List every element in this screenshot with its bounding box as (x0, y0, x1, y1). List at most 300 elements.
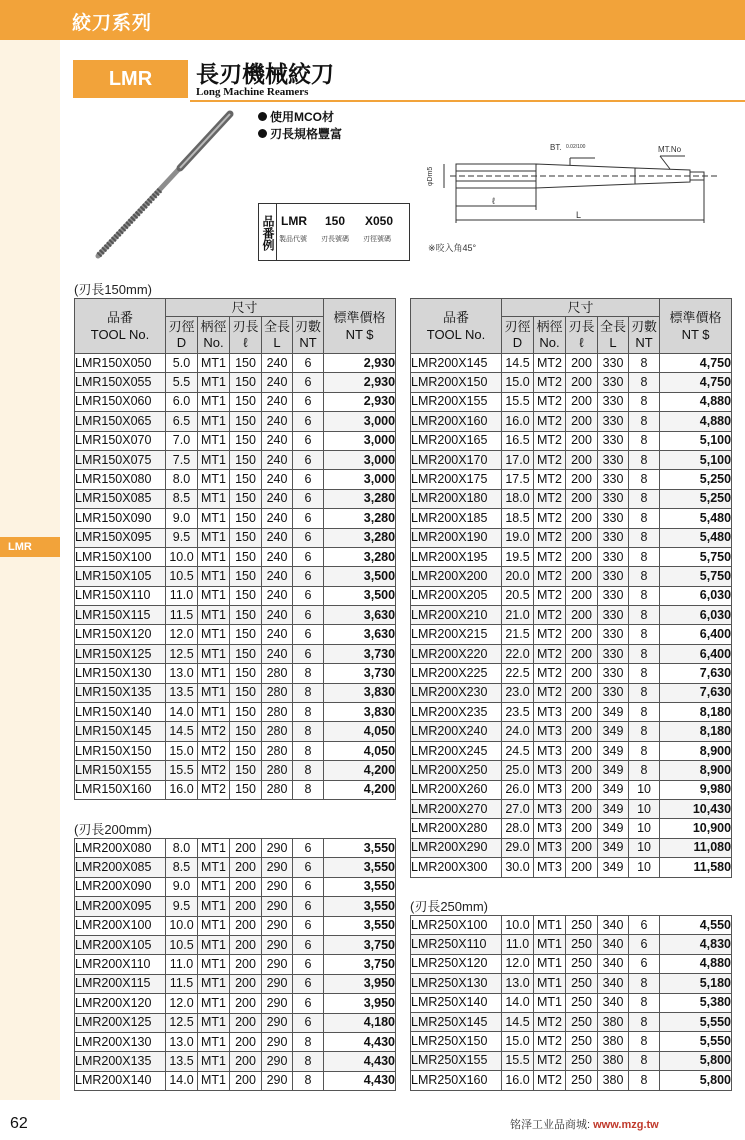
header-dia: 刃徑 D (166, 317, 198, 354)
tool-no-cell: LMR250X155 (411, 1051, 502, 1070)
flute-length-cell: 200 (566, 528, 598, 547)
flutes-cell: 8 (293, 1071, 324, 1090)
tool-no-cell: LMR150X100 (75, 547, 166, 566)
price-cell: 5,800 (660, 1051, 732, 1070)
diameter-cell: 29.0 (502, 838, 534, 857)
flutes-cell: 6 (293, 431, 324, 450)
flutes-cell: 8 (629, 644, 660, 663)
overall-length-cell: 380 (598, 1071, 629, 1090)
flute-length-cell: 200 (566, 354, 598, 373)
overall-length-cell: 290 (262, 1032, 293, 1051)
overall-length-cell: 330 (598, 606, 629, 625)
table-row (75, 547, 396, 566)
flute-length-cell: 200 (566, 703, 598, 722)
diameter-cell: 24.0 (502, 722, 534, 741)
example-caption-1: 製品代號 (279, 236, 307, 243)
flute-length-cell: 200 (566, 664, 598, 683)
flute-length-cell: 200 (230, 916, 262, 935)
flutes-cell: 8 (629, 1071, 660, 1090)
tool-no-cell: LMR150X125 (75, 644, 166, 663)
tool-no-cell: LMR200X250 (411, 761, 502, 780)
diameter-cell: 12.0 (502, 954, 534, 973)
shank-cell: MT2 (534, 1071, 566, 1090)
table-row (411, 644, 732, 663)
overall-length-label: L (576, 210, 582, 220)
table-row (411, 586, 732, 605)
reamer-dimension-drawing (420, 138, 730, 238)
table-row (411, 606, 732, 625)
price-cell: 6,400 (660, 625, 732, 644)
flute-length-cell: 150 (230, 509, 262, 528)
tool-no-cell: LMR200X145 (411, 354, 502, 373)
flutes-cell: 6 (629, 954, 660, 973)
flute-length-cell: 200 (566, 625, 598, 644)
overall-length-cell: 240 (262, 431, 293, 450)
table-row (411, 664, 732, 683)
diameter-cell: 7.5 (166, 450, 198, 469)
overall-length-cell: 240 (262, 392, 293, 411)
tool-no-cell: LMR200X240 (411, 722, 502, 741)
example-code-2: 150 (325, 214, 346, 228)
side-index-tab[interactable]: LMR (0, 537, 60, 557)
shank-cell: MT1 (198, 392, 230, 411)
price-cell: 4,830 (660, 935, 732, 954)
mt-label: MT.No (658, 145, 682, 154)
overall-length-cell: 349 (598, 858, 629, 877)
flutes-cell: 8 (629, 431, 660, 450)
table-row (75, 1052, 396, 1071)
overall-length-cell: 330 (598, 412, 629, 431)
price-cell: 10,430 (660, 799, 732, 818)
header-overall-length: 全長 L (598, 317, 629, 354)
overall-length-cell: 240 (262, 412, 293, 431)
price-cell: 5,550 (660, 1012, 732, 1031)
price-cell: 5,550 (660, 1032, 732, 1051)
tool-no-cell: LMR150X050 (75, 354, 166, 373)
price-cell: 4,550 (660, 916, 732, 935)
table-row (411, 761, 732, 780)
tool-no-cell: LMR200X150 (411, 373, 502, 392)
product-title-zh: 長刃機械絞刀 (196, 62, 334, 88)
flutes-cell: 10 (629, 780, 660, 799)
overall-length-cell: 240 (262, 644, 293, 663)
diameter-cell: 5.0 (166, 354, 198, 373)
flutes-cell: 8 (629, 683, 660, 702)
spec-table-150 (74, 298, 396, 800)
table-row (75, 858, 396, 877)
flutes-cell: 8 (629, 373, 660, 392)
table-row (75, 916, 396, 935)
chamfer-note: ※咬入角45° (428, 243, 477, 253)
table-row (411, 567, 732, 586)
shank-cell: MT2 (198, 780, 230, 799)
overall-length-cell: 380 (598, 1032, 629, 1051)
price-cell: 3,830 (324, 703, 396, 722)
table-row (75, 761, 396, 780)
table-row (411, 509, 732, 528)
tool-no-cell: LMR200X120 (75, 994, 166, 1013)
shank-cell: MT2 (198, 741, 230, 760)
flute-length-cell: 250 (566, 916, 598, 935)
price-cell: 5,250 (660, 489, 732, 508)
table-row (75, 392, 396, 411)
flute-length-cell: 250 (566, 1032, 598, 1051)
tool-no-cell: LMR200X225 (411, 664, 502, 683)
shank-cell: MT1 (198, 470, 230, 489)
overall-length-cell: 330 (598, 528, 629, 547)
flute-length-cell: 200 (566, 838, 598, 857)
shank-cell: MT3 (534, 741, 566, 760)
example-label: 品番例 (259, 204, 277, 260)
price-cell: 3,750 (324, 955, 396, 974)
flutes-cell: 8 (629, 993, 660, 1012)
tool-no-cell: LMR200X230 (411, 683, 502, 702)
header-flutes: 刃數 NT (293, 317, 324, 354)
price-cell: 4,050 (324, 741, 396, 760)
flutes-cell: 8 (293, 761, 324, 780)
price-cell: 5,250 (660, 470, 732, 489)
tool-no-cell: LMR200X290 (411, 838, 502, 857)
shank-cell: MT2 (534, 489, 566, 508)
shank-cell: MT2 (534, 567, 566, 586)
diameter-cell: 10.5 (166, 935, 198, 954)
diameter-cell: 9.0 (166, 509, 198, 528)
flutes-cell: 6 (293, 489, 324, 508)
flute-length-cell: 200 (230, 839, 262, 858)
flutes-cell: 8 (293, 664, 324, 683)
flute-length-cell: 200 (566, 858, 598, 877)
overall-length-cell: 330 (598, 450, 629, 469)
tool-no-cell: LMR200X155 (411, 392, 502, 411)
overall-length-cell: 280 (262, 780, 293, 799)
overall-length-cell: 349 (598, 761, 629, 780)
table-row (75, 703, 396, 722)
feature-2: 刃長規格豐富 (258, 125, 342, 142)
shank-cell: MT1 (198, 897, 230, 916)
diameter-cell: 15.5 (166, 761, 198, 780)
flutes-cell: 6 (293, 974, 324, 993)
flutes-cell: 8 (293, 1032, 324, 1051)
table-row (75, 470, 396, 489)
tool-no-cell: LMR200X175 (411, 470, 502, 489)
category-header-bar (0, 0, 745, 40)
shank-cell: MT1 (198, 354, 230, 373)
flute-length-cell: 150 (230, 354, 262, 373)
tool-no-cell: LMR250X110 (411, 935, 502, 954)
overall-length-cell: 290 (262, 994, 293, 1013)
diameter-cell: 22.5 (502, 664, 534, 683)
overall-length-cell: 340 (598, 935, 629, 954)
shank-cell: MT3 (534, 858, 566, 877)
header-shank: 柄徑 No. (534, 317, 566, 354)
table-row (411, 431, 732, 450)
overall-length-cell: 330 (598, 567, 629, 586)
example-caption-2: 刃長號碼 (321, 236, 349, 243)
diameter-cell: 27.0 (502, 799, 534, 818)
tool-no-cell: LMR150X140 (75, 703, 166, 722)
price-cell: 3,830 (324, 683, 396, 702)
price-cell: 5,480 (660, 528, 732, 547)
flutes-cell: 8 (629, 1032, 660, 1051)
shank-cell: MT3 (534, 761, 566, 780)
table-row (75, 955, 396, 974)
flute-length-cell: 200 (566, 761, 598, 780)
shank-cell: MT2 (534, 509, 566, 528)
flutes-cell: 8 (629, 450, 660, 469)
price-cell: 3,950 (324, 994, 396, 1013)
flute-length-cell: 150 (230, 489, 262, 508)
price-cell: 2,930 (324, 354, 396, 373)
table-row (411, 741, 732, 760)
flutes-cell: 6 (293, 373, 324, 392)
flutes-cell: 6 (629, 935, 660, 954)
flutes-cell: 6 (293, 994, 324, 1013)
price-cell: 3,280 (324, 489, 396, 508)
table-row (411, 1071, 732, 1090)
flutes-cell: 6 (293, 877, 324, 896)
table-row (411, 489, 732, 508)
price-cell: 6,030 (660, 586, 732, 605)
diameter-cell: 13.5 (166, 683, 198, 702)
flutes-cell: 8 (293, 780, 324, 799)
header-flute-length: 刃長 ℓ (566, 317, 598, 354)
table-row (75, 528, 396, 547)
shank-cell: MT3 (534, 703, 566, 722)
shank-cell: MT3 (534, 819, 566, 838)
overall-length-cell: 240 (262, 509, 293, 528)
tool-no-cell: LMR200X245 (411, 741, 502, 760)
diameter-cell: 10.0 (166, 547, 198, 566)
overall-length-cell: 380 (598, 1051, 629, 1070)
price-cell: 5,180 (660, 974, 732, 993)
flutes-cell: 8 (629, 1051, 660, 1070)
left-margin-strip (0, 40, 60, 1100)
tool-no-cell: LMR200X125 (75, 1013, 166, 1032)
shank-cell: MT1 (534, 935, 566, 954)
diameter-cell: 13.5 (166, 1052, 198, 1071)
price-cell: 7,630 (660, 664, 732, 683)
flutes-cell: 6 (293, 897, 324, 916)
flute-length-cell: 200 (566, 799, 598, 818)
shank-cell: MT2 (534, 392, 566, 411)
header-overall-length: 全長 L (262, 317, 293, 354)
diameter-cell: 10.0 (502, 916, 534, 935)
diameter-cell: 12.5 (166, 1013, 198, 1032)
overall-length-cell: 290 (262, 897, 293, 916)
flute-length-cell: 250 (566, 954, 598, 973)
price-cell: 3,550 (324, 839, 396, 858)
flute-length-cell: 200 (566, 567, 598, 586)
flutes-cell: 8 (629, 664, 660, 683)
shank-cell: MT2 (534, 1051, 566, 1070)
flute-length-cell: 250 (566, 935, 598, 954)
price-cell: 3,000 (324, 412, 396, 431)
overall-length-cell: 240 (262, 489, 293, 508)
shank-cell: MT1 (198, 431, 230, 450)
flute-length-cell: 200 (566, 509, 598, 528)
price-cell: 3,000 (324, 431, 396, 450)
price-cell: 10,900 (660, 819, 732, 838)
shank-cell: MT3 (534, 722, 566, 741)
tool-no-cell: LMR150X080 (75, 470, 166, 489)
overall-length-cell: 349 (598, 780, 629, 799)
table-row (411, 450, 732, 469)
flutes-cell: 6 (293, 586, 324, 605)
price-cell: 6,030 (660, 606, 732, 625)
flutes-cell: 6 (293, 354, 324, 373)
flutes-cell: 8 (629, 606, 660, 625)
section-label-200: (刃長200mm) (74, 822, 153, 837)
shank-cell: MT1 (198, 644, 230, 663)
tool-no-cell: LMR200X160 (411, 412, 502, 431)
flutes-cell: 6 (293, 858, 324, 877)
diameter-cell: 20.0 (502, 567, 534, 586)
overall-length-cell: 330 (598, 470, 629, 489)
reamer-photo (90, 110, 240, 260)
price-cell: 3,730 (324, 644, 396, 663)
overall-length-cell: 240 (262, 470, 293, 489)
price-cell: 3,750 (324, 935, 396, 954)
shank-cell: MT2 (534, 373, 566, 392)
overall-length-cell: 240 (262, 567, 293, 586)
flute-length-cell: 200 (566, 819, 598, 838)
overall-length-cell: 280 (262, 761, 293, 780)
section-label-250: (刃長250mm) (410, 899, 489, 914)
dia-label: φDm5 (427, 166, 434, 186)
tool-no-cell: LMR200X135 (75, 1052, 166, 1071)
table-row (75, 644, 396, 663)
price-cell: 3,950 (324, 974, 396, 993)
shank-cell: MT1 (198, 489, 230, 508)
flute-length-label: ℓ (492, 196, 495, 206)
tool-no-cell: LMR200X185 (411, 509, 502, 528)
overall-length-cell: 330 (598, 547, 629, 566)
diameter-cell: 15.0 (502, 1032, 534, 1051)
flute-length-cell: 150 (230, 373, 262, 392)
flute-length-cell: 250 (566, 974, 598, 993)
diameter-cell: 9.5 (166, 528, 198, 547)
diameter-cell: 9.5 (166, 897, 198, 916)
flute-length-cell: 250 (566, 1012, 598, 1031)
table-row (411, 858, 732, 877)
shank-cell: MT1 (198, 955, 230, 974)
shank-cell: MT1 (198, 373, 230, 392)
table-row (75, 994, 396, 1013)
flute-length-cell: 150 (230, 392, 262, 411)
flutes-cell: 8 (629, 354, 660, 373)
diameter-cell: 15.0 (166, 741, 198, 760)
tool-no-cell: LMR150X160 (75, 780, 166, 799)
table-row (75, 431, 396, 450)
flute-length-cell: 200 (566, 392, 598, 411)
table-row (75, 877, 396, 896)
table-row (75, 722, 396, 741)
overall-length-cell: 330 (598, 664, 629, 683)
overall-length-cell: 349 (598, 819, 629, 838)
table-row (75, 586, 396, 605)
table-row (75, 1013, 396, 1032)
shank-cell: MT1 (198, 586, 230, 605)
diameter-cell: 11.0 (502, 935, 534, 954)
flute-length-cell: 150 (230, 683, 262, 702)
diameter-cell: 28.0 (502, 819, 534, 838)
shank-cell: MT1 (534, 954, 566, 973)
table-row (75, 897, 396, 916)
diameter-cell: 10.5 (166, 567, 198, 586)
price-cell: 3,280 (324, 528, 396, 547)
table-row (411, 625, 732, 644)
flute-length-cell: 150 (230, 450, 262, 469)
part-number-example (258, 203, 410, 261)
flute-length-cell: 200 (230, 974, 262, 993)
price-cell: 4,750 (660, 373, 732, 392)
price-cell: 5,380 (660, 993, 732, 1012)
diameter-cell: 9.0 (166, 877, 198, 896)
flute-length-cell: 200 (230, 1032, 262, 1051)
shank-cell: MT2 (534, 606, 566, 625)
price-cell: 3,000 (324, 470, 396, 489)
bt-tolerance: 0.02/100 (566, 144, 586, 150)
flutes-cell: 8 (629, 1012, 660, 1031)
flute-length-cell: 200 (230, 858, 262, 877)
price-cell: 5,480 (660, 509, 732, 528)
diameter-cell: 8.5 (166, 858, 198, 877)
diameter-cell: 15.5 (502, 392, 534, 411)
shank-cell: MT1 (198, 412, 230, 431)
flute-length-cell: 150 (230, 703, 262, 722)
diameter-cell: 16.0 (166, 780, 198, 799)
diameter-cell: 14.0 (502, 993, 534, 1012)
flute-length-cell: 150 (230, 741, 262, 760)
price-cell: 8,180 (660, 722, 732, 741)
diameter-cell: 21.0 (502, 606, 534, 625)
table-row (75, 780, 396, 799)
tool-no-cell: LMR200X105 (75, 935, 166, 954)
flutes-cell: 8 (629, 974, 660, 993)
shank-cell: MT1 (198, 916, 230, 935)
diameter-cell: 13.0 (166, 664, 198, 683)
price-cell: 2,930 (324, 373, 396, 392)
table-row (411, 528, 732, 547)
tool-no-cell: LMR150X070 (75, 431, 166, 450)
tool-no-cell: LMR250X120 (411, 954, 502, 973)
shank-cell: MT2 (534, 1032, 566, 1051)
price-cell: 4,200 (324, 780, 396, 799)
store-url[interactable]: www.mzg.tw (593, 1119, 659, 1131)
table-row (411, 916, 732, 935)
tool-no-cell: LMR150X060 (75, 392, 166, 411)
overall-length-cell: 290 (262, 1013, 293, 1032)
overall-length-cell: 280 (262, 741, 293, 760)
tool-no-cell: LMR250X150 (411, 1032, 502, 1051)
overall-length-cell: 240 (262, 354, 293, 373)
tool-no-cell: LMR250X160 (411, 1071, 502, 1090)
shank-cell: MT1 (198, 606, 230, 625)
flutes-cell: 6 (293, 606, 324, 625)
diameter-cell: 7.0 (166, 431, 198, 450)
header-flute-length: 刃長 ℓ (230, 317, 262, 354)
flutes-cell: 8 (293, 741, 324, 760)
overall-length-cell: 330 (598, 625, 629, 644)
store-footer (510, 1116, 659, 1132)
shank-cell: MT1 (198, 1071, 230, 1090)
table-row (411, 683, 732, 702)
tool-no-cell: LMR200X280 (411, 819, 502, 838)
flutes-cell: 8 (629, 528, 660, 547)
flutes-cell: 8 (629, 722, 660, 741)
table-row (411, 780, 732, 799)
price-cell: 5,100 (660, 450, 732, 469)
